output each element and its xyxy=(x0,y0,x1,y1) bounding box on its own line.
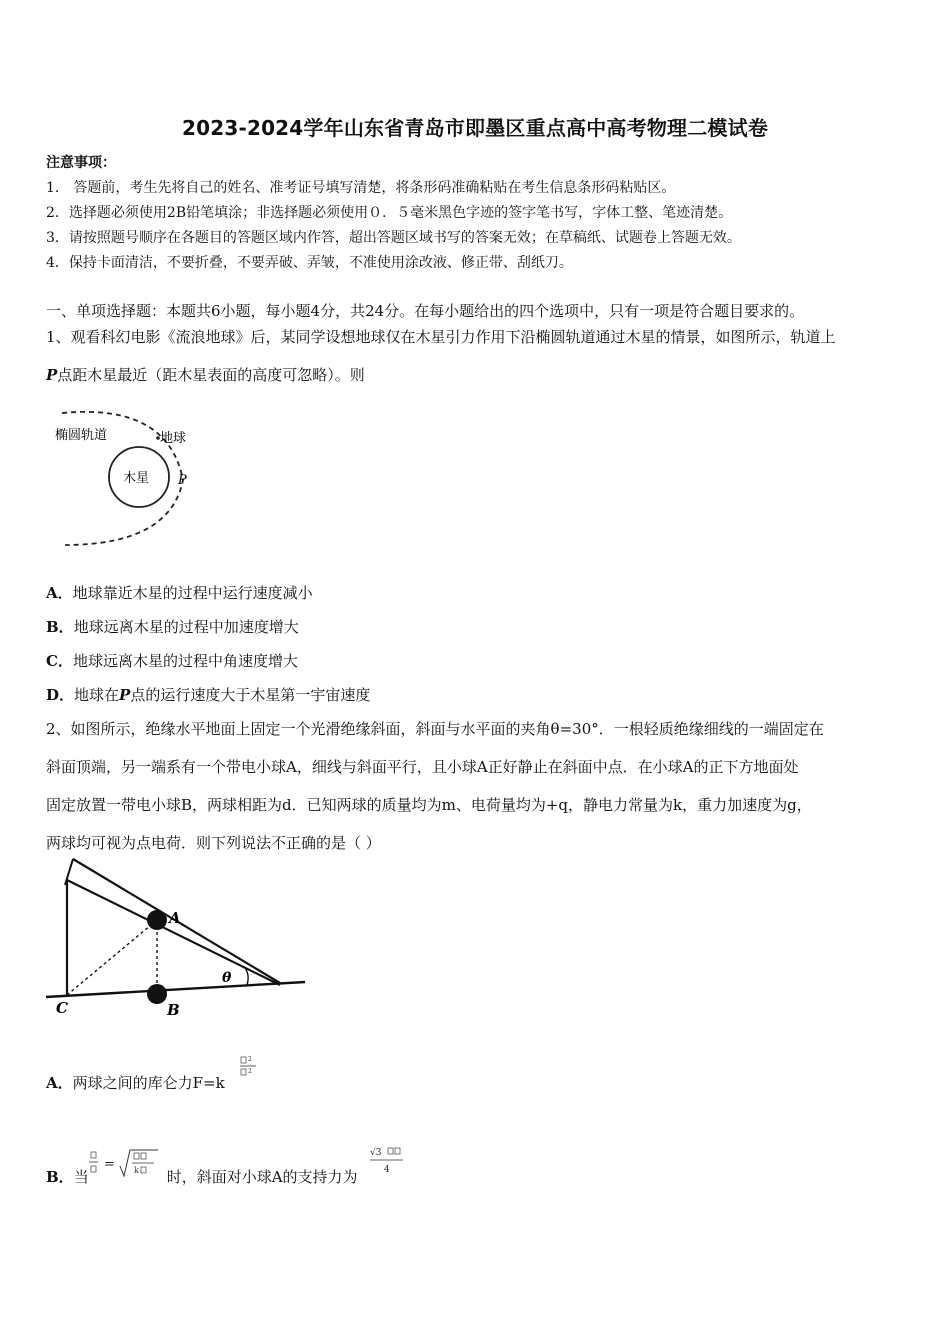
q1-option-d-pre: 地球在 xyxy=(74,686,120,704)
q2-stem-line2: 斜面顶端，另一端系有一个带电小球A，细线与斜面平行，且小球A正好静止在斜面中点．在小球A的正下方地面处 xyxy=(46,758,799,776)
sqrt-den-k: k xyxy=(134,1166,139,1175)
orbit-label: 椭圆轨道 xyxy=(55,428,108,443)
q1-option-a-text: 地球靠近木星的过程中运行速度减小 xyxy=(72,584,313,602)
sup-2-bottom: 2 xyxy=(248,1068,252,1075)
q1-point-p: P xyxy=(46,366,58,384)
numerator-box xyxy=(241,1057,246,1063)
earth-label: 地球 xyxy=(160,431,187,446)
q1-stem-line1: 1、观看科幻电影《流浪地球》后，某同学设想地球仅在木星引力作用下沿椭圆轨道通过木星的情景，如图所示，轨道上 xyxy=(46,328,836,346)
sqrt-num-box1 xyxy=(134,1153,139,1159)
q2-option-b-condition xyxy=(88,1144,163,1184)
q1-option-b-text: 地球远离木星的过程中加速度增大 xyxy=(73,618,299,636)
result-box1 xyxy=(388,1148,393,1154)
q1-stem-line2 xyxy=(46,364,365,385)
label-a: A xyxy=(169,909,181,927)
q2-option-b-pre: 当 xyxy=(73,1168,89,1186)
incline-surface xyxy=(67,880,280,985)
ratio-num-box xyxy=(91,1152,96,1158)
q1-option-c-text: 地球远离木星的过程中角速度增大 xyxy=(72,652,298,670)
q1-option-b-letter: B． xyxy=(46,618,74,636)
notes-heading: 注意事项： xyxy=(46,155,116,171)
q2-option-b-result xyxy=(368,1142,408,1182)
q1-option-c-letter: C． xyxy=(46,652,73,670)
q1-option-a xyxy=(46,582,313,603)
denominator-box xyxy=(241,1069,246,1075)
ground-line xyxy=(46,982,305,997)
result-box2 xyxy=(395,1148,400,1154)
result-sqrt3: √3 xyxy=(370,1148,382,1158)
q2-option-a-letter: A． xyxy=(46,1074,73,1092)
jupiter-label: 木星 xyxy=(123,471,150,486)
dashed-line-ca xyxy=(67,920,157,995)
q2-stem-line4: 两球均可视为点电荷．则下列说法不正确的是（ ） xyxy=(46,834,381,852)
result-four: 4 xyxy=(384,1165,390,1175)
q2-option-a-fraction xyxy=(238,1054,260,1084)
q1-option-c xyxy=(46,650,298,671)
label-b: B xyxy=(167,1001,180,1019)
q2-stem-line3: 固定放置一带电小球B，两球相距为d．已知两球的质量均为m、电荷量均为+q，静电力常量为k，重力加速度为g， xyxy=(46,796,812,814)
q2-option-b-mid: 时，斜面对小球A的支持力为 xyxy=(166,1168,358,1186)
q1-option-d-post: 点的运行速度大于木星第一宇宙速度 xyxy=(130,686,371,704)
page-title: 2023-2024学年山东省青岛市即墨区重点高中高考物理二模试卷 xyxy=(181,116,769,140)
sqrt-num-box2 xyxy=(141,1153,146,1159)
label-theta: θ xyxy=(222,970,232,986)
note-item-3: 3．请按照题号顺序在各题目的答题区域内作答，超出答题区域书写的答案无效；在草稿纸、试题卷上答题无效。 xyxy=(46,230,741,246)
q2-incline-figure xyxy=(40,855,315,1025)
note-item-1: 1． 答题前，考生先将自己的姓名、准考证号填写清楚，将条形码准确粘贴在考生信息条形码粘贴区。 xyxy=(46,180,676,196)
sup-2-top: 2 xyxy=(248,1056,252,1063)
point-p-label: P xyxy=(178,473,187,488)
q1-stem-line2-text: 点距木星最近（距木星表面的高度可忽略）。则 xyxy=(57,366,365,384)
q1-option-d-letter: D． xyxy=(46,686,75,704)
q2-stem-line1: 2、如图所示，绝缘水平地面上固定一个光滑绝缘斜面，斜面与水平面的夹角θ=30°．一根轻质绝缘细线的一端固定在 xyxy=(46,720,824,738)
equals-sign: = xyxy=(104,1157,115,1172)
q1-option-b xyxy=(46,616,299,637)
ball-b xyxy=(147,984,167,1004)
note-item-4: 4．保持卡面清洁，不要折叠，不要弄破、弄皱，不准使用涂改液、修正带、刮纸刀。 xyxy=(46,255,573,271)
ratio-den-box xyxy=(91,1166,96,1172)
q2-option-a xyxy=(46,1072,225,1093)
q1-option-d-p: P xyxy=(119,686,131,704)
q1-option-a-letter: A． xyxy=(46,584,73,602)
label-c: C xyxy=(56,999,68,1017)
q2-option-b-letter: B． xyxy=(46,1168,74,1186)
ball-a xyxy=(147,910,167,930)
sqrt-den-box xyxy=(141,1167,146,1173)
q1-orbit-figure xyxy=(50,405,220,555)
q2-option-a-text: 两球之间的库仑力F=k xyxy=(72,1074,225,1092)
theta-arc xyxy=(245,968,248,985)
q1-option-d xyxy=(46,684,370,705)
note-item-2: 2．选择题必须使用2B铅笔填涂；非选择题必须使用０．５毫米黑色字迹的签字笔书写，字体工整、笔迹清楚。 xyxy=(46,205,733,221)
section-heading: 一、单项选择题：本题共6小题，每小题4分，共24分。在每小题给出的四个选项中，只有一项是符合题目要求的。 xyxy=(46,302,805,320)
